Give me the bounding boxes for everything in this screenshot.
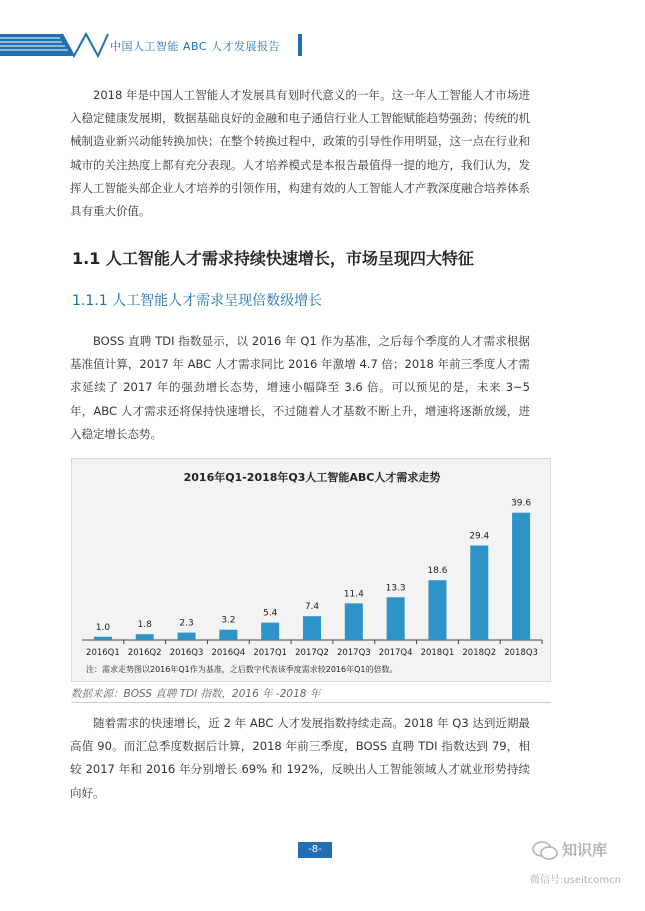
section-heading: 1.1 人工智能人才需求持续快速增长，市场呈现四大特征 [72, 249, 474, 268]
watermark [520, 835, 640, 895]
header-title: 中国人工智能 ABC 人才发展报告 [110, 40, 281, 53]
chart-bar-2016Q4 [219, 630, 237, 640]
chart-value-label-2018Q3: 39.6 [511, 498, 532, 509]
chart-bar-2018Q3 [512, 513, 530, 640]
chart-value-label-2017Q3: 11.4 [343, 589, 364, 600]
chart-canvas [72, 459, 552, 683]
chart-x-label-2016Q4: 2016Q4 [211, 648, 246, 658]
body-paragraph-2: 随着需求的快速增长，近 2 年 ABC 人才发展指数持续走高。2018 年 Q3 达到近期最高值 90。而汇总季度数据后计算，2018 年前三季度，BOSS 直聘 TDI 指数达到 79，相较 2017 年和 2016 年分别增长 69% 和 192%，反映出人工智能领域人才就业形势持续向好。 [70, 716, 530, 800]
chart-bar-2017Q2 [303, 616, 321, 640]
chart-bar-2017Q3 [345, 603, 363, 640]
chart-value-label-2016Q4: 3.2 [221, 615, 236, 626]
chart-x-label-2018Q3: 2018Q3 [504, 648, 538, 658]
body-paragraph-1: BOSS 直聘 TDI 指数显示，以 2016 年 Q1 作为基准，之后每个季度的人才需求根据基准值计算，2017 年 ABC 人才需求同比 2016 年激增 4.7 倍；2018 年前三季度人才需求延续了 2017 年的强劲增长态势，增速小幅降至 3.6 倍。可以预见的是，未来 3~5 年，ABC 人才需求还将保持快速增长，不过随着人才基数不断上升，增速将逐渐放缓，进入稳定增长态势。 [70, 334, 530, 441]
header-accent-bar [298, 34, 302, 56]
chart-bar-2017Q4 [387, 597, 405, 640]
chart-value-label-2018Q2: 29.4 [469, 531, 490, 542]
page-number: -8- [298, 842, 332, 858]
subsection-heading: 1.1.1 人工智能人才需求呈现倍数级增长 [72, 293, 323, 309]
chart-value-label-2016Q2: 1.8 [137, 620, 152, 631]
chart-x-label-2016Q2: 2016Q2 [127, 648, 162, 658]
chart-bar-2018Q2 [470, 546, 488, 641]
chart-value-label-2018Q1: 18.6 [427, 566, 448, 577]
chart-value-label-2016Q3: 2.3 [179, 618, 194, 629]
chart-x-label-2017Q1: 2017Q1 [253, 648, 288, 658]
chart-note: 注：需求走势图以2016年Q1作为基准，之后数字代表该季度需求较2016年Q1的倍数。 [86, 665, 398, 674]
intro-paragraph: 2018 年是中国人工智能人才发展具有划时代意义的一年。这一年人工智能人才市场进入稳定健康发展期，数据基础良好的金融和电子通信行业人工智能赋能趋势强劲；传统的机械制造业新兴动能转换加快；在整个转换过程中，政策的引导性作用明显，这一点在行业和城市的关注热度上都有充分表现。人才培养模式是本报告最值得一提的地方，我们认为，发挥人工智能头部企业人才培养的引领作用，构建有效的人工智能人才产教深度融合培养体系具有重大价值。 [70, 88, 530, 219]
header-stripes-graphic [0, 28, 110, 58]
chart-value-label-2017Q2: 7.4 [304, 602, 320, 613]
chart-x-label-2017Q3: 2017Q3 [336, 648, 371, 658]
chart-x-label-2017Q4: 2017Q4 [378, 648, 413, 658]
watermark-name: 知识库 [562, 841, 608, 859]
page-header [0, 28, 645, 68]
chart-x-label-2017Q2: 2017Q2 [295, 648, 329, 658]
chart-value-label-2017Q1: 5.4 [263, 608, 278, 619]
chart-title: 2016年Q1-2018年Q3人工智能ABC人才需求走势 [183, 471, 441, 484]
chart-value-label-2016Q1: 1.0 [95, 622, 111, 633]
chart-x-label-2018Q2: 2018Q2 [462, 648, 497, 658]
chart-value-label-2017Q4: 13.3 [385, 583, 406, 594]
demand-trend-chart [71, 458, 551, 682]
chart-bar-2016Q1 [94, 637, 112, 640]
data-source: 数据来源：BOSS 直聘 TDI 指数，2016 年 -2018 年 [71, 688, 321, 700]
watermark-sub: 微信号:useitcomcn [530, 875, 621, 886]
chart-bar-2016Q2 [136, 634, 154, 640]
chart-bar-2016Q3 [178, 633, 196, 640]
chart-x-label-2016Q1: 2016Q1 [86, 648, 120, 658]
chart-x-label-2016Q3: 2016Q3 [169, 648, 204, 658]
wechat-icon [532, 841, 558, 861]
chart-bar-2018Q1 [428, 580, 446, 640]
chart-x-label-2018Q1: 2018Q1 [420, 648, 455, 658]
chart-bar-2017Q1 [261, 623, 279, 640]
source-divider [71, 702, 551, 703]
